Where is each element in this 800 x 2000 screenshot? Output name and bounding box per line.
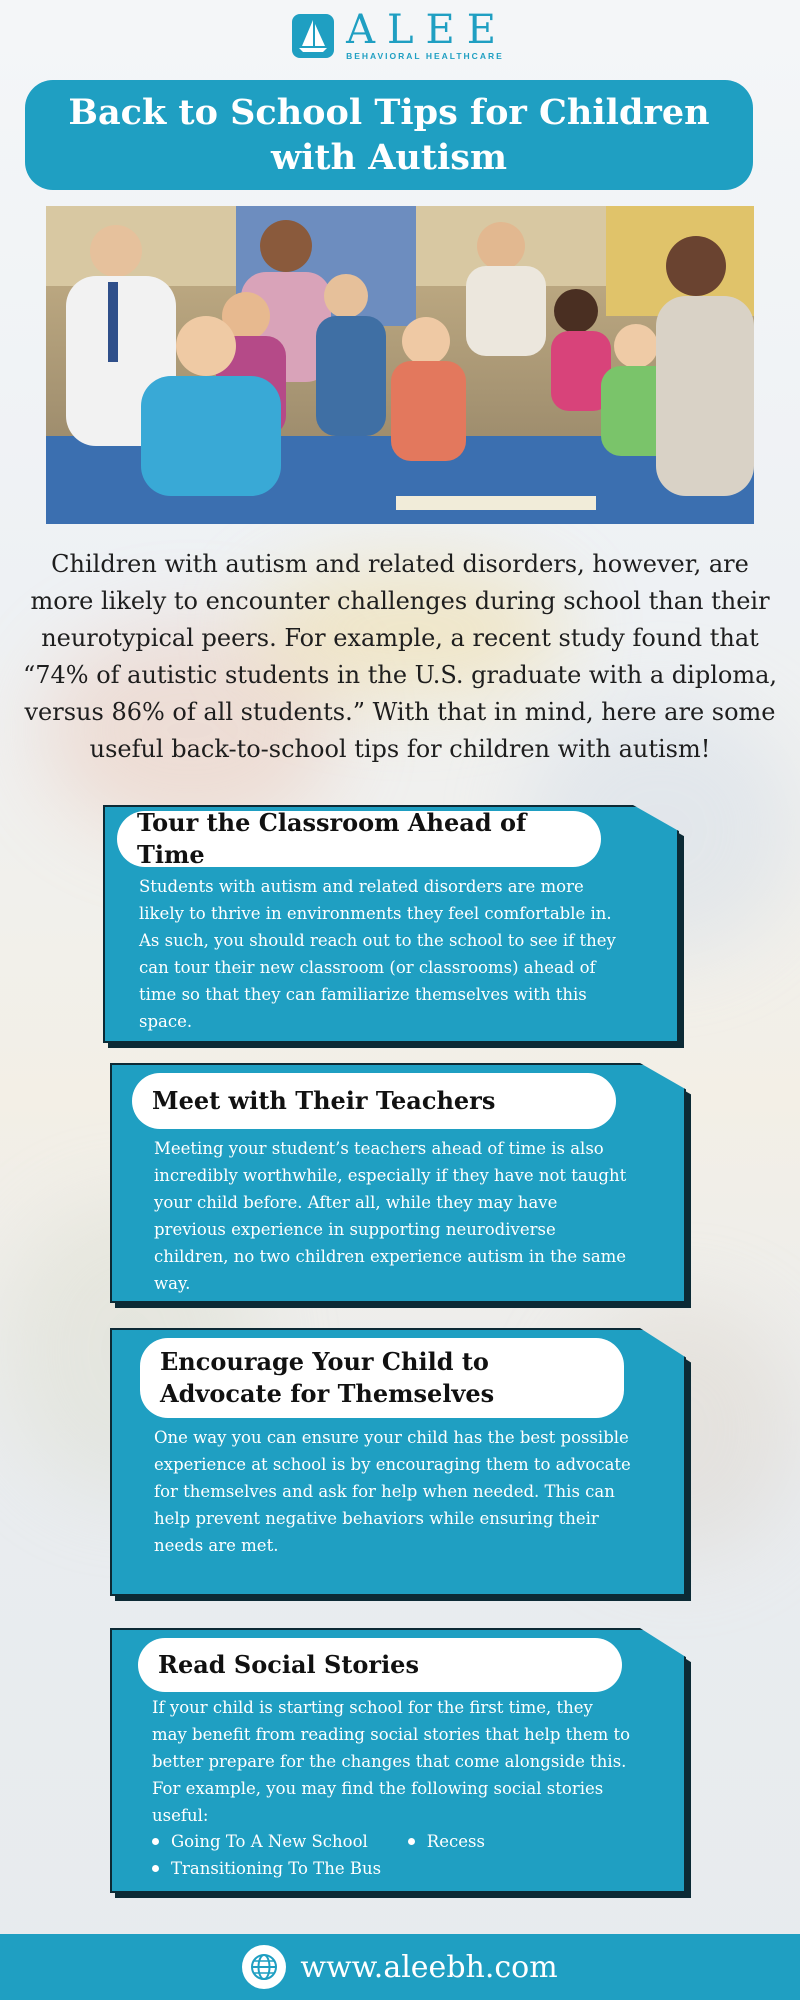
tip-heading: Tour the Classroom Ahead of Time xyxy=(117,811,601,867)
tip-text: Meeting your student’s teachers ahead of time is also incredibly worthwhile, especially if they have not taught your child before. After all, while they may have previous experience in supporting neurodiverse children, no two children experience autism in the same way. xyxy=(154,1139,627,1293)
intro-paragraph: Children with autism and related disorders, however, are more likely to encounter challenges during school than their neurotypical peers. For example, a recent study found that “74% of autistic students in the U.S. graduate with a diploma, versus 86% of all students.” With that in mind, here are some useful back-to-school tips for children with autism! xyxy=(22,550,778,763)
list-item: Going To A New School xyxy=(152,1828,368,1855)
tip-card xyxy=(103,805,679,1043)
footer xyxy=(0,1934,800,2000)
tip-heading: Encourage Your Child to Advocate for Themselves xyxy=(140,1338,624,1418)
page-title: Back to School Tips for Children with Autism xyxy=(68,92,710,178)
brand-tagline: BEHAVIORAL HEALTHCARE xyxy=(346,51,504,61)
tip-text: One way you can ensure your child has the best possible experience at school is by encouraging them to advocate for themselves and ask for help when needed. This can help prevent negative behaviors while ensuring their needs are met. xyxy=(154,1428,631,1555)
brand-logo[interactable] xyxy=(0,7,800,61)
tip-card xyxy=(110,1063,686,1303)
website-link[interactable]: www.aleebh.com xyxy=(300,1949,558,1985)
tip-heading: Read Social Stories xyxy=(138,1638,622,1692)
bullet-list xyxy=(152,1828,632,1882)
classroom-photo xyxy=(46,206,754,524)
tip-text: Students with autism and related disorders are more likely to thrive in environments they feel comfortable in. As such, you should reach out to the school to see if they can tour their new classroom (or classrooms) ahead of time so that they can familiarize themselves with this space. xyxy=(139,877,616,1031)
tip-text: If your child is starting school for the first time, they may benefit from reading social stories that help them to better prepare for the changes that come alongside this. For example, you may find the following social stories useful: xyxy=(152,1698,631,1825)
list-item: Recess xyxy=(408,1828,485,1855)
title-banner xyxy=(25,80,753,190)
tip-heading: Meet with Their Teachers xyxy=(132,1073,616,1129)
sailboat-icon xyxy=(292,14,334,58)
list-item: Transitioning To The Bus xyxy=(152,1855,381,1882)
tip-card xyxy=(110,1628,686,1893)
globe-icon xyxy=(242,1945,286,1989)
tip-card xyxy=(110,1328,686,1596)
brand-name: ALEE xyxy=(346,7,508,53)
